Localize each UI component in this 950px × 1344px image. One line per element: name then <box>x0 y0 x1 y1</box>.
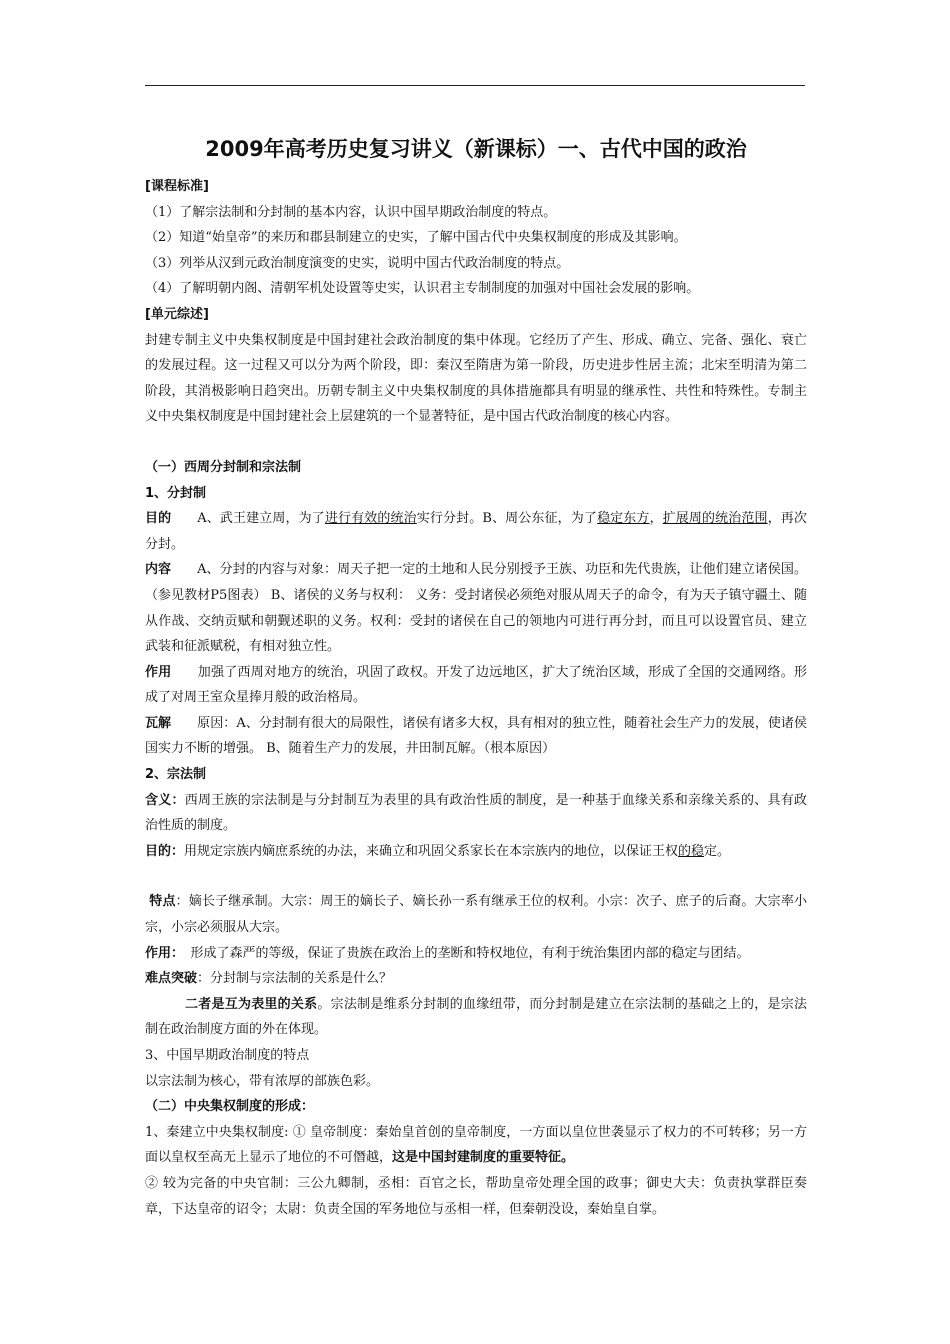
section-heading-1: （一）西周分封制和宗法制 <box>145 459 302 475</box>
paragraph-qin-emperor: 1、秦建立中央集权制度: ① 皇帝制度：秦始皇首创的皇帝制度，一方面以皇位世袭显示了权力的不可转移；另一方面以皇权至高无上显示了地位的不可僭越，这是中国封建制度的重要特征。 <box>145 1124 807 1166</box>
standard-item: （3）列举从汉到元政治制度演变的史实，说明中国古代政治制度的特点。 <box>145 255 570 271</box>
section-heading-standards: [课程标准] <box>145 179 209 194</box>
header-rule <box>145 85 805 86</box>
paragraph-content: 内容 A、分封的内容与对象：周天子把一定的土地和人民分别授予王族、功臣和先代贵族，让他们建立诸侯国。（参见教材P5图表） B、诸侯的义务与权利： 义务：受封诸侯必须绝对服从周天子的命令，有为天子镇守疆土、随从作战、交纳贡赋和朝觐述职的义务。权利：受封的诸侯在自己的领地内可进行再分封，而且可以设置官员、建立武装和征派赋税，有相对独立性。 <box>145 562 807 655</box>
paragraph-qin-officials: ② 较为完备的中央官制：三公九卿制，丞相：百官之长，帮助皇帝处理全国的政事；御史大夫：负责执掌群臣奏章，下达皇帝的诏令；太尉：负责全国的军务地位与丞相一样，但秦朝没设，秦始皇自掌。 <box>145 1175 807 1217</box>
paragraph-effect: 作用 加强了西周对地方的统治，巩固了政权。开发了边远地区，扩大了统治区域，形成了全国的交通网络。形成了对周王室众星捧月般的政治格局。 <box>145 664 807 706</box>
label-collapse: 瓦解 <box>145 715 172 731</box>
paragraph-difficulty: 难点突破：分封制与宗法制的关系是什么？ <box>145 971 393 987</box>
label-features: 特点 <box>149 894 176 910</box>
label-zongfa-purpose: 目的： <box>145 843 185 859</box>
paragraph-answer: 二者是互为表里的关系。宗法制是维系分封制的血缘纽带，而分封制是建立在宗法制的基础之上的，是宗法制在政治制度方面的外在体现。 <box>145 996 807 1038</box>
document-page <box>145 128 807 1222</box>
paragraph-zongfa-effect: 作用： 形成了森严的等级，保证了贵族在政治上的垄断和特权地位，有利于统治集团内部的稳定与团结。 <box>145 945 750 961</box>
unit-summary: 封建专制主义中央集权制度是中国封建社会政治制度的集中体现。它经历了产生、形成、确立、完备、强化、衰亡的发展过程。这一过程又可以分为两个阶段，即：秦汉至隋唐为第一阶段，历史进步性居主流；北宋至明清为第二阶段，其消极影响日趋突出。历朝专制主义中央集权制度的具体措施都具有明显的继承性、共性和特殊性。专制主义中央集权制度是中国封建社会上层建筑的一个显著特征，是中国古代政治制度的核心内容。 <box>145 332 807 425</box>
answer-emphasis: 二者是互为表里的关系 <box>185 996 318 1012</box>
paragraph-collapse: 瓦解 原因：A、分封制有很大的局限性，诸侯有诸多大权，具有相对的独立性，随着社会生产力的发展，使诸侯国实力不断的增强。 B、随着生产力的发展，井田制瓦解。（根本原因） <box>145 715 807 757</box>
label-meaning: 含义： <box>145 792 185 808</box>
paragraph-features: 特点：嫡长子继承制。大宗：周王的嫡长子、嫡长孙一系有继承王位的权利。小宗：次子、庶子的后裔。大宗率小宗，小宗必须服从大宗。 <box>145 894 807 936</box>
page-title: 2009年高考历史复习讲义（新课标）一、古代中国的政治 <box>205 137 747 161</box>
label-purpose: 目的 <box>145 511 172 527</box>
paragraph-zongfa-purpose: 目的：用规定宗族内嫡庶系统的办法，来确立和巩固父系家长在本宗族内的地位，以保证王权的稳定。 <box>145 843 731 859</box>
paragraph-purpose: 目的 A、武王建立周，为了进行有效的统治实行分封。B、周公东征，为了稳定东方，扩展周的统治范围，再次分封。 <box>145 511 807 552</box>
label-zongfa-effect: 作用： <box>145 945 185 961</box>
standard-item: （4）了解明朝内阁、清朝军机处设置等史实，认识君主专制制度的加强对中国社会发展的影响。 <box>145 281 700 297</box>
standard-item: （2）知道“始皇帝”的来历和郡县制建立的史实，了解中国古代中央集权制度的形成及其影响。 <box>145 230 687 246</box>
subheading-early-features: 3、中国早期政治制度的特点 <box>145 1048 310 1063</box>
section-heading-2: （二）中央集权制度的形成： <box>145 1099 315 1115</box>
subheading-zongfa: 2、宗法制 <box>145 767 207 783</box>
paragraph-early-features: 以宗法制为核心，带有浓厚的部族色彩。 <box>145 1073 380 1089</box>
section-heading-unit: [单元综述] <box>145 306 209 322</box>
paragraph-meaning: 含义：西周王族的宗法制是与分封制互为表里的具有政治性质的制度，是一种基于血缘关系和亲缘关系的、具有政治性质的制度。 <box>145 792 807 834</box>
standard-item: （1）了解宗法制和分封制的基本内容，认识中国早期政治制度的特点。 <box>145 204 557 220</box>
label-content: 内容 <box>145 562 172 578</box>
qin-emphasis: 这是中国封建制度的重要特征。 <box>392 1150 575 1166</box>
label-difficulty: 难点突破 <box>145 971 198 987</box>
label-effect: 作用 <box>145 664 172 680</box>
subheading-fengjian: 1、分封制 <box>145 485 207 501</box>
